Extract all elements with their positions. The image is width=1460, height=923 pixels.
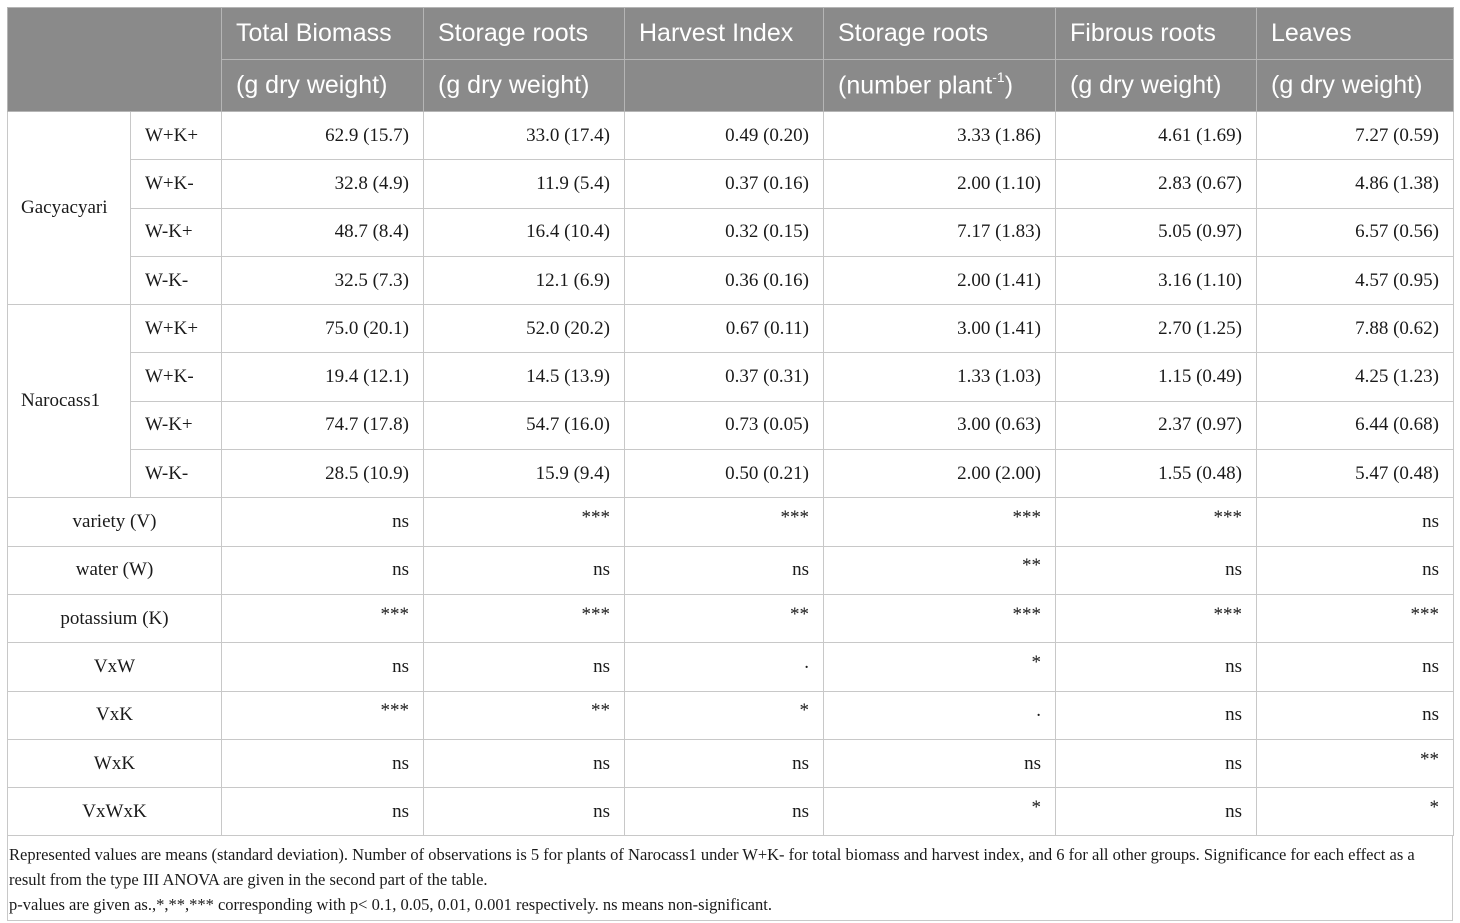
significance-cell: [625, 643, 824, 691]
value-cell: 6.57 (0.56): [1257, 208, 1454, 256]
significance-cell: [625, 498, 824, 546]
value-cell: 5.47 (0.48): [1257, 450, 1454, 498]
treatment-label: W-K+: [131, 208, 222, 256]
effect-label: potassium (K): [8, 594, 222, 642]
significance-value: *: [799, 700, 809, 722]
significance-value: *: [1429, 796, 1439, 818]
treatment-label: W+K+: [131, 112, 222, 160]
significance-value: ***: [581, 603, 610, 625]
significance-value: ns: [1225, 655, 1242, 677]
treatment-label: W+K+: [131, 305, 222, 353]
significance-cell: [625, 788, 824, 836]
significance-value: .: [804, 651, 809, 673]
effect-row: [8, 788, 1454, 836]
unit-fibrous-roots: (g dry weight): [1056, 60, 1257, 112]
significance-cell: [424, 739, 625, 787]
table-row: [8, 256, 1454, 304]
significance-cell: [1056, 643, 1257, 691]
value-cell: 4.61 (1.69): [1056, 112, 1257, 160]
table-header: [8, 8, 1454, 112]
significance-cell: [625, 546, 824, 594]
value-cell: 0.37 (0.31): [625, 353, 824, 401]
significance-value: .: [1036, 700, 1041, 722]
header-fibrous-roots: Fibrous roots: [1056, 8, 1257, 60]
effect-row: [8, 546, 1454, 594]
value-cell: 3.16 (1.10): [1056, 256, 1257, 304]
value-cell: 6.44 (0.68): [1257, 401, 1454, 449]
significance-cell: [1056, 788, 1257, 836]
value-cell: 2.00 (1.41): [824, 256, 1056, 304]
significance-value: ns: [1225, 800, 1242, 822]
value-cell: 7.27 (0.59): [1257, 112, 1454, 160]
effect-label: VxW: [8, 643, 222, 691]
significance-value: ns: [792, 752, 809, 774]
significance-value: **: [1022, 555, 1041, 577]
table-container: [7, 7, 1453, 921]
variety-name: Narocass1: [8, 305, 131, 498]
significance-value: ***: [380, 603, 409, 625]
value-cell: 3.00 (0.63): [824, 401, 1056, 449]
effect-row: [8, 498, 1454, 546]
unit-leaves: (g dry weight): [1257, 60, 1454, 112]
value-cell: 62.9 (15.7): [222, 112, 424, 160]
effect-label: water (W): [8, 546, 222, 594]
value-cell: 54.7 (16.0): [424, 401, 625, 449]
significance-value: ns: [1422, 704, 1439, 726]
significance-value: ns: [593, 800, 610, 822]
significance-cell: [222, 594, 424, 642]
value-cell: 7.17 (1.83): [824, 208, 1056, 256]
significance-cell: [424, 788, 625, 836]
significance-cell: [1056, 546, 1257, 594]
effect-label: variety (V): [8, 498, 222, 546]
significance-cell: [625, 739, 824, 787]
table-row: [8, 208, 1454, 256]
significance-value: ns: [593, 752, 610, 774]
significance-value: ns: [1422, 559, 1439, 581]
value-cell: 5.05 (0.97): [1056, 208, 1257, 256]
significance-cell: [424, 643, 625, 691]
value-cell: 0.50 (0.21): [625, 450, 824, 498]
significance-value: *: [1031, 651, 1041, 673]
value-cell: 4.25 (1.23): [1257, 353, 1454, 401]
value-cell: 0.49 (0.20): [625, 112, 824, 160]
significance-value: ns: [1225, 704, 1242, 726]
significance-cell: [222, 788, 424, 836]
significance-cell: [1257, 739, 1454, 787]
value-cell: 52.0 (20.2): [424, 305, 625, 353]
significance-value: ns: [792, 800, 809, 822]
significance-value: ns: [392, 655, 409, 677]
treatment-label: W-K-: [131, 450, 222, 498]
table-row: [8, 305, 1454, 353]
significance-cell: [1056, 498, 1257, 546]
significance-value: ns: [792, 559, 809, 581]
significance-cell: [1257, 788, 1454, 836]
significance-cell: [222, 691, 424, 739]
significance-value: ns: [1225, 559, 1242, 581]
significance-value: ns: [593, 559, 610, 581]
significance-cell: [1056, 594, 1257, 642]
value-cell: 11.9 (5.4): [424, 160, 625, 208]
significance-cell: [1056, 691, 1257, 739]
value-cell: 0.37 (0.16): [625, 160, 824, 208]
unit-total-biomass: (g dry weight): [222, 60, 424, 112]
header-leaves: Leaves: [1257, 8, 1454, 60]
significance-value: ***: [1213, 603, 1242, 625]
treatment-label: W+K-: [131, 353, 222, 401]
significance-value: **: [790, 603, 809, 625]
significance-cell: [824, 643, 1056, 691]
unit-storage-roots-number: [824, 60, 1056, 112]
footnote-1: Represented values are means (standard deviation). Number of observations is 5 for plants of Narocass1 under W+K- for total biomass and harvest index, and 6 for all other groups. Significance for each effect as a result from the type III ANOVA are given in the second part of the table.: [9, 845, 1415, 890]
variety-name: Gacyacyari: [8, 112, 131, 305]
value-cell: 33.0 (17.4): [424, 112, 625, 160]
header-row-2: [8, 60, 1454, 112]
treatment-label: W-K+: [131, 401, 222, 449]
significance-cell: [625, 594, 824, 642]
table-row: [8, 160, 1454, 208]
value-cell: 4.86 (1.38): [1257, 160, 1454, 208]
table-body: [8, 112, 1454, 836]
treatment-label: W-K-: [131, 256, 222, 304]
significance-value: ns: [392, 752, 409, 774]
significance-cell: [222, 546, 424, 594]
significance-value: **: [591, 700, 610, 722]
significance-cell: [625, 691, 824, 739]
value-cell: 3.00 (1.41): [824, 305, 1056, 353]
value-cell: 0.73 (0.05): [625, 401, 824, 449]
significance-cell: [824, 788, 1056, 836]
significance-cell: [1257, 691, 1454, 739]
significance-cell: [1257, 546, 1454, 594]
unit-storage-roots-weight: (g dry weight): [424, 60, 625, 112]
header-row-1: [8, 8, 1454, 60]
significance-value: ns: [1422, 511, 1439, 533]
treatment-label: W+K-: [131, 160, 222, 208]
significance-cell: [1257, 594, 1454, 642]
value-cell: 3.33 (1.86): [824, 112, 1056, 160]
value-cell: 48.7 (8.4): [222, 208, 424, 256]
effect-row: [8, 739, 1454, 787]
significance-cell: [424, 546, 625, 594]
value-cell: 12.1 (6.9): [424, 256, 625, 304]
significance-value: ns: [1225, 752, 1242, 774]
effect-row: [8, 691, 1454, 739]
significance-value: ns: [1024, 752, 1041, 774]
value-cell: 32.8 (4.9): [222, 160, 424, 208]
significance-cell: [824, 498, 1056, 546]
significance-cell: [824, 594, 1056, 642]
significance-value: *: [1031, 796, 1041, 818]
table-row: [8, 450, 1454, 498]
significance-cell: [424, 498, 625, 546]
table-row: [8, 353, 1454, 401]
value-cell: 0.32 (0.15): [625, 208, 824, 256]
header-corner: [8, 8, 222, 112]
significance-cell: [1056, 739, 1257, 787]
value-cell: 1.15 (0.49): [1056, 353, 1257, 401]
value-cell: 2.37 (0.97): [1056, 401, 1257, 449]
significance-value: ns: [392, 800, 409, 822]
effect-label: VxK: [8, 691, 222, 739]
unit-close-paren: ): [1004, 71, 1014, 100]
significance-value: ***: [1012, 507, 1041, 529]
unit-storage-roots-number-text: (number plant: [838, 71, 993, 100]
significance-value: ***: [1012, 603, 1041, 625]
significance-cell: [424, 691, 625, 739]
header-storage-roots-weight: Storage roots: [424, 8, 625, 60]
header-storage-roots-number: Storage roots: [824, 8, 1056, 60]
unit-superscript: -1: [992, 68, 1005, 85]
results-table: [7, 7, 1454, 836]
significance-value: ***: [380, 700, 409, 722]
table-row: [8, 401, 1454, 449]
value-cell: 4.57 (0.95): [1257, 256, 1454, 304]
significance-cell: [1257, 498, 1454, 546]
significance-cell: [222, 739, 424, 787]
unit-harvest-index: [625, 60, 824, 112]
significance-value: **: [1420, 748, 1439, 770]
value-cell: 2.00 (2.00): [824, 450, 1056, 498]
value-cell: 1.55 (0.48): [1056, 450, 1257, 498]
header-harvest-index: Harvest Index: [625, 8, 824, 60]
significance-value: ns: [392, 511, 409, 533]
value-cell: 7.88 (0.62): [1257, 305, 1454, 353]
significance-value: ***: [780, 507, 809, 529]
significance-value: ***: [1213, 507, 1242, 529]
significance-cell: [824, 546, 1056, 594]
value-cell: 0.67 (0.11): [625, 305, 824, 353]
value-cell: 2.00 (1.10): [824, 160, 1056, 208]
value-cell: 74.7 (17.8): [222, 401, 424, 449]
significance-value: ***: [1410, 603, 1439, 625]
significance-value: ns: [1422, 655, 1439, 677]
significance-cell: [424, 594, 625, 642]
value-cell: 16.4 (10.4): [424, 208, 625, 256]
effect-label: VxWxK: [8, 788, 222, 836]
significance-value: ***: [581, 507, 610, 529]
footnote-2: p-values are given as.,*,**,*** corresponding with p< 0.1, 0.05, 0.01, 0.001 respectively. ns means non-significant.: [9, 895, 772, 915]
value-cell: 19.4 (12.1): [222, 353, 424, 401]
significance-value: ns: [593, 655, 610, 677]
value-cell: 32.5 (7.3): [222, 256, 424, 304]
significance-cell: [1257, 643, 1454, 691]
effect-row: [8, 594, 1454, 642]
significance-cell: [222, 498, 424, 546]
effect-label: WxK: [8, 739, 222, 787]
header-total-biomass: Total Biomass: [222, 8, 424, 60]
value-cell: 28.5 (10.9): [222, 450, 424, 498]
value-cell: 75.0 (20.1): [222, 305, 424, 353]
significance-value: ns: [392, 559, 409, 581]
significance-cell: [824, 691, 1056, 739]
significance-cell: [222, 643, 424, 691]
table-row: [8, 112, 1454, 160]
effect-row: [8, 643, 1454, 691]
value-cell: 2.70 (1.25): [1056, 305, 1257, 353]
value-cell: 0.36 (0.16): [625, 256, 824, 304]
table-footnotes: [7, 836, 1453, 921]
significance-cell: [824, 739, 1056, 787]
value-cell: 1.33 (1.03): [824, 353, 1056, 401]
value-cell: 2.83 (0.67): [1056, 160, 1257, 208]
value-cell: 15.9 (9.4): [424, 450, 625, 498]
value-cell: 14.5 (13.9): [424, 353, 625, 401]
